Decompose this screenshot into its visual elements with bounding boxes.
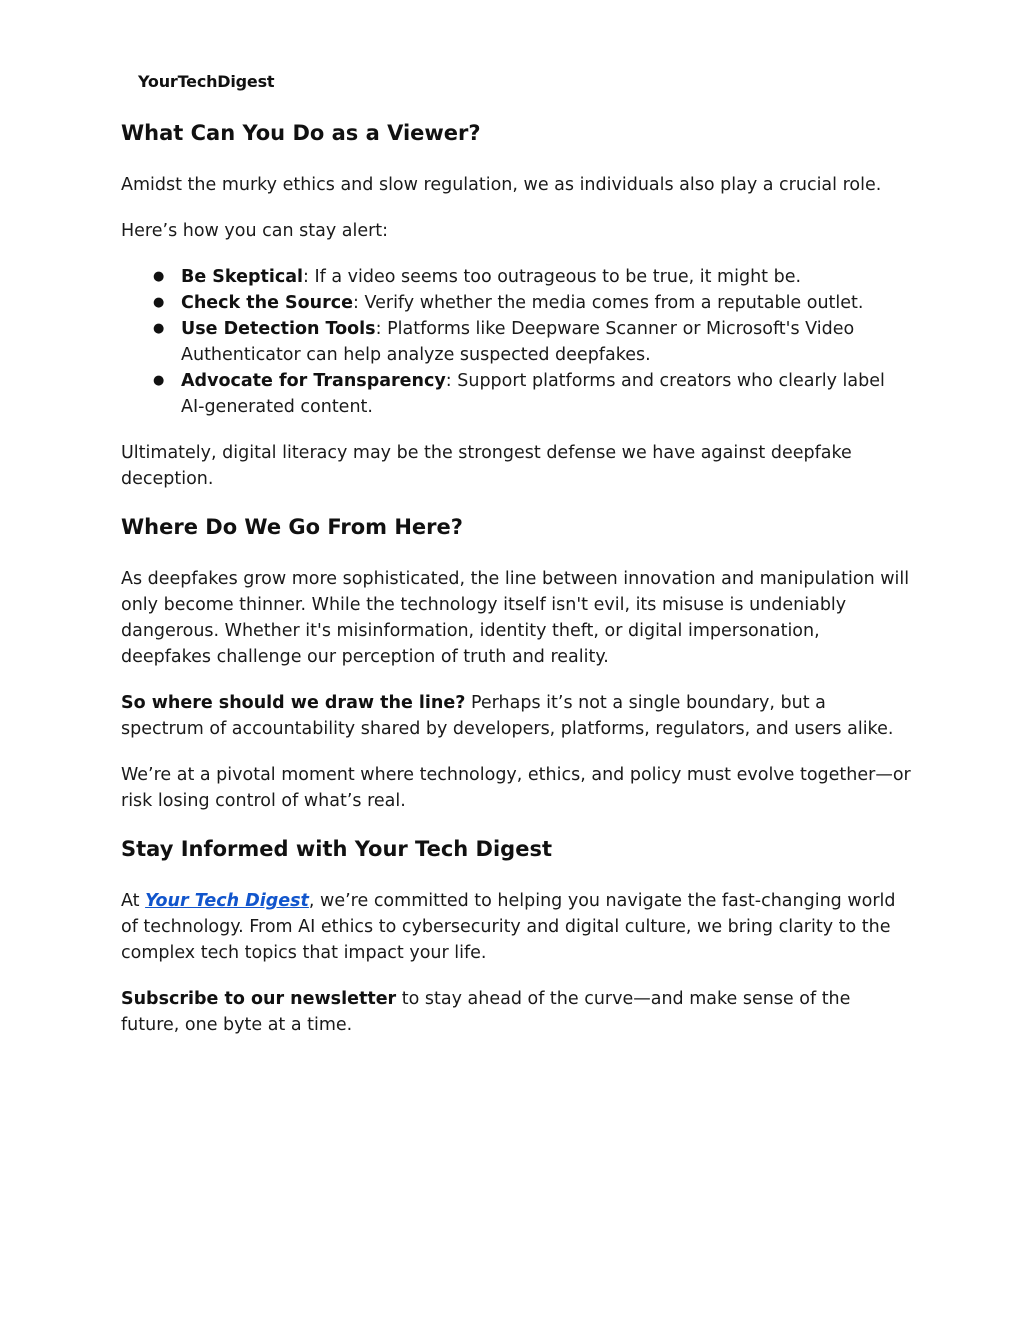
section-heading-viewer: What Can You Do as a Viewer?: [121, 121, 481, 145]
bullet-icon: ●: [153, 373, 165, 388]
list-item-term: Check the Source: [181, 293, 354, 313]
list-item: [153, 368, 911, 420]
section-heading-future: Where Do We Go From Here?: [121, 515, 463, 539]
list-item-text: : Support platforms and creators who clearly label AI-generated content.: [181, 371, 885, 417]
tips-list: [121, 264, 911, 420]
list-item-text: : Platforms like Deepware Scanner or Microsoft's Video Authenticator can help analyze suspected deepfakes.: [181, 319, 855, 365]
list-item-text: : If a video seems too outrageous to be true, it might be.: [303, 267, 802, 287]
site-logo: YourTechDigest: [138, 72, 275, 91]
article-body: [121, 118, 911, 1058]
future-paragraph-1: As deepfakes grow more sophisticated, the line between innovation and manipulation will only become thinner. While the technology itself isn't evil, its misuse is undeniably dangerous. Whether it's misinformation, identity theft, or digital impersonation, deepfakes challenge our perception of truth and reality.: [121, 569, 910, 667]
stay-informed-prefix: At: [121, 891, 146, 911]
viewer-conclusion-paragraph: Ultimately, digital literacy may be the strongest defense we have against deepfake deception.: [121, 443, 852, 489]
future-paragraph-3: We’re at a pivotal moment where technology, ethics, and policy must evolve together—or risk losing control of what’s real.: [121, 765, 911, 811]
stay-informed-paragraph-1: [121, 888, 911, 966]
list-item-term: Advocate for Transparency: [181, 371, 446, 391]
list-item-text: : Verify whether the media comes from a reputable outlet.: [353, 293, 864, 313]
future-question-bold: So where should we draw the line?: [121, 693, 466, 713]
stay-informed-text: , we’re committed to helping you navigate the fast-changing world of technology. From AI ethics to cybersecurity and digital culture, we bring clarity to the complex tech topics that impact your life.: [121, 891, 896, 963]
bullet-icon: ●: [153, 295, 165, 310]
future-paragraph-2-text: Perhaps it’s not a single boundary, but a spectrum of accountability shared by developers, platforms, regulators, and users alike.: [121, 693, 894, 739]
bullet-icon: ●: [153, 321, 165, 336]
list-item-term: Use Detection Tools: [181, 319, 376, 339]
subscribe-bold: Subscribe to our newsletter: [121, 989, 397, 1009]
subscribe-text: to stay ahead of the curve—and make sense of the future, one byte at a time.: [121, 989, 851, 1035]
list-item: [153, 264, 911, 290]
viewer-intro-paragraph: Amidst the murky ethics and slow regulation, we as individuals also play a crucial role.: [121, 175, 882, 195]
list-item-term: Be Skeptical: [181, 267, 304, 287]
list-item: [153, 290, 911, 316]
your-tech-digest-link[interactable]: Your Tech Digest: [145, 891, 309, 911]
bullet-icon: ●: [153, 269, 165, 284]
stay-informed-paragraph-2: [121, 986, 911, 1038]
list-item: [153, 316, 911, 368]
future-paragraph-2: [121, 690, 911, 742]
viewer-lead-paragraph: Here’s how you can stay alert:: [121, 221, 389, 241]
section-heading-stay-informed: Stay Informed with Your Tech Digest: [121, 837, 552, 861]
